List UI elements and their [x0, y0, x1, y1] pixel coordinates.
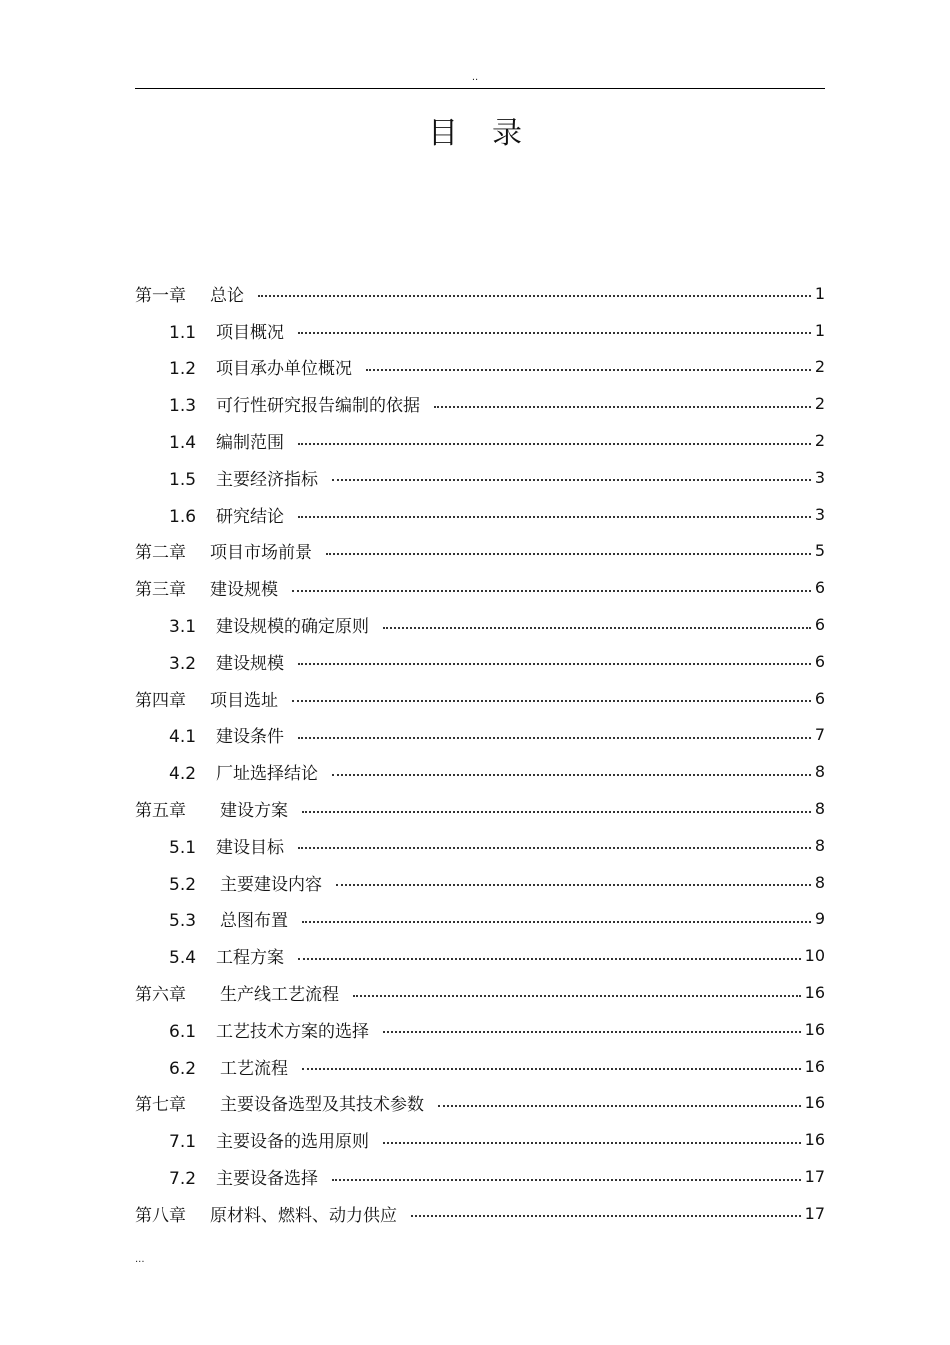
toc-entry-label — [135, 1201, 397, 1226]
toc-page-number: 8 — [814, 799, 825, 819]
toc-page-number: 1 — [814, 283, 825, 303]
toc-page-number: 8 — [814, 835, 825, 855]
toc-entry-number: 1.4 — [169, 433, 197, 454]
toc-entry-label — [135, 1090, 424, 1115]
toc-entry-label — [169, 318, 284, 343]
toc-entry-number: 第一章 — [135, 285, 186, 306]
toc-page-number: 6 — [814, 615, 825, 635]
toc-page-number: 6 — [814, 578, 825, 598]
toc-entry-text: 项目选址 — [210, 690, 278, 711]
toc-entry[interactable] — [135, 459, 825, 496]
toc-entry-label — [135, 281, 244, 306]
toc-page-number: 17 — [804, 1167, 825, 1187]
toc-entry-label — [169, 1054, 288, 1079]
toc-leader-dots — [332, 774, 811, 776]
toc-entry-label — [169, 722, 284, 747]
toc-leader-dots — [292, 700, 811, 702]
toc-entry-label — [169, 943, 284, 968]
toc-entry-text: 建设规模 — [216, 653, 285, 674]
toc-entry-number: 4.1 — [169, 727, 197, 748]
toc-entry-number: 1.2 — [169, 359, 197, 380]
toc-page-number: 17 — [804, 1203, 825, 1223]
toc-page-number: 2 — [814, 394, 825, 414]
toc-entry-number: 7.1 — [169, 1132, 197, 1153]
toc-entry[interactable] — [135, 643, 825, 680]
toc-entry[interactable] — [135, 901, 825, 938]
toc-leader-dots — [258, 295, 811, 297]
toc-entry-label — [169, 906, 288, 931]
header-mark: .. — [471, 72, 479, 83]
toc-leader-dots — [298, 663, 811, 665]
toc-page-number: 3 — [814, 504, 825, 524]
toc-entry-text: 建设目标 — [216, 837, 285, 858]
toc-entry[interactable] — [135, 827, 825, 864]
toc-leader-dots — [298, 332, 811, 334]
toc-leader-dots — [366, 369, 811, 371]
toc-page-number: 3 — [814, 467, 825, 487]
toc-leader-dots — [298, 516, 811, 518]
toc-entry-text: 建设规模 — [210, 580, 278, 601]
toc-entry-number: 1.5 — [169, 469, 197, 490]
toc-entry[interactable] — [135, 717, 825, 754]
toc-leader-dots — [302, 1068, 801, 1070]
toc-page-number: 6 — [814, 688, 825, 708]
toc-leader-dots — [438, 1105, 801, 1107]
toc-entry-number: 1.3 — [169, 396, 197, 417]
toc-entry-text: 原材料、燃料、动力供应 — [210, 1205, 397, 1226]
toc-leader-dots — [332, 1179, 801, 1181]
toc-entry[interactable] — [135, 496, 825, 533]
toc-entry[interactable] — [135, 1048, 825, 1085]
toc-entry[interactable] — [135, 422, 825, 459]
toc-entry[interactable] — [135, 680, 825, 717]
toc-entry-text: 建设规模的确定原则 — [216, 617, 370, 638]
toc-entry[interactable] — [135, 349, 825, 386]
toc-page-number: 2 — [814, 431, 825, 451]
toc-page-number: 16 — [804, 1056, 825, 1076]
toc-page-number: 6 — [814, 651, 825, 671]
toc-entry-text: 项目概况 — [216, 322, 285, 343]
toc-page-number: 16 — [804, 983, 825, 1003]
toc-page-number: 10 — [804, 946, 825, 966]
toc-entry[interactable] — [135, 864, 825, 901]
toc-entry-text: 工艺流程 — [220, 1058, 289, 1079]
toc-entry-text: 建设条件 — [216, 727, 285, 748]
toc-page-number: 8 — [814, 872, 825, 892]
toc-entry[interactable] — [135, 385, 825, 422]
title-char-2: 录 — [492, 116, 522, 151]
toc-entry-text: 可行性研究报告编制的依据 — [216, 396, 421, 417]
toc-entry-number: 第八章 — [135, 1205, 186, 1226]
toc-entry-label — [169, 612, 369, 637]
toc-entry-number: 7.2 — [169, 1169, 197, 1190]
toc-entry[interactable] — [135, 1121, 825, 1158]
toc-entry[interactable] — [135, 275, 825, 312]
toc-entry-label — [135, 980, 339, 1005]
toc-entry-text: 主要设备选择 — [216, 1169, 319, 1190]
toc-leader-dots — [383, 627, 811, 629]
footer-mark: ... — [135, 1254, 145, 1265]
toc-entry-label — [169, 354, 352, 379]
toc-page-number: 16 — [804, 1130, 825, 1150]
toc-entry-number: 第四章 — [135, 690, 186, 711]
toc-entry[interactable] — [135, 1011, 825, 1048]
toc-leader-dots — [298, 847, 811, 849]
toc-entry-text: 研究结论 — [216, 506, 285, 527]
toc-entry-label — [169, 428, 284, 453]
toc-entry[interactable] — [135, 1158, 825, 1195]
toc-leader-dots — [383, 1142, 801, 1144]
toc-entry-label — [169, 759, 318, 784]
toc-entry-number: 第六章 — [135, 985, 186, 1006]
toc-entry-number: 6.2 — [169, 1058, 197, 1079]
toc-entry-label — [135, 686, 278, 711]
toc-entry-number: 4.2 — [169, 764, 197, 785]
toc-entry-label — [169, 502, 284, 527]
toc-page-number: 2 — [814, 357, 825, 377]
toc-leader-dots — [292, 590, 811, 592]
toc-entry-label — [135, 575, 278, 600]
toc-entry-number: 5.1 — [169, 837, 197, 858]
toc-entry-number: 5.3 — [169, 911, 197, 932]
toc-leader-dots — [302, 811, 811, 813]
toc-page-number: 9 — [814, 909, 825, 929]
toc-entry[interactable] — [135, 1085, 825, 1122]
toc-entry-text: 工艺技术方案的选择 — [216, 1021, 370, 1042]
toc-leader-dots — [326, 553, 811, 555]
toc-entry-text: 主要设备的选用原则 — [216, 1132, 370, 1153]
toc-page-number: 7 — [814, 725, 825, 745]
toc-leader-dots — [411, 1215, 801, 1217]
toc-entry[interactable] — [135, 1195, 825, 1232]
toc-entry-text: 主要设备选型及其技术参数 — [220, 1095, 424, 1116]
toc-entry-text: 编制范围 — [216, 433, 285, 454]
toc-entry-number: 第五章 — [135, 801, 186, 822]
table-of-contents — [135, 275, 825, 1232]
page-title — [0, 112, 950, 156]
toc-entry-text: 工程方案 — [216, 948, 285, 969]
toc-entry-number: 1.1 — [169, 322, 197, 343]
toc-leader-dots — [383, 1031, 801, 1033]
toc-entry-text: 项目承办单位概况 — [216, 359, 353, 380]
toc-page-number: 16 — [804, 1093, 825, 1113]
toc-page-number: 1 — [814, 320, 825, 340]
toc-entry[interactable] — [135, 790, 825, 827]
toc-page-number: 5 — [814, 541, 825, 561]
toc-entry[interactable] — [135, 569, 825, 606]
toc-entry-number: 第二章 — [135, 543, 186, 564]
toc-entry-label — [169, 1164, 318, 1189]
toc-entry-number: 第三章 — [135, 580, 186, 601]
toc-entry[interactable] — [135, 312, 825, 349]
toc-entry[interactable] — [135, 753, 825, 790]
toc-entry-text: 主要建设内容 — [220, 874, 323, 895]
toc-leader-dots — [353, 995, 801, 997]
toc-page-number: 8 — [814, 762, 825, 782]
toc-entry-text: 总图布置 — [220, 911, 289, 932]
title-char-1: 目 — [428, 116, 458, 151]
toc-entry-text: 主要经济指标 — [216, 469, 319, 490]
toc-entry-label — [169, 649, 284, 674]
toc-entry-number: 3.2 — [169, 653, 197, 674]
toc-entry-number: 6.1 — [169, 1021, 197, 1042]
toc-entry-text: 总论 — [210, 285, 244, 306]
toc-leader-dots — [298, 443, 811, 445]
toc-entry-label — [169, 870, 322, 895]
toc-entry[interactable] — [135, 974, 825, 1011]
toc-entry-label — [169, 1127, 369, 1152]
toc-entry[interactable] — [135, 937, 825, 974]
toc-leader-dots — [298, 958, 801, 960]
toc-entry-text: 生产线工艺流程 — [220, 985, 339, 1006]
toc-entry-label — [169, 391, 420, 416]
toc-entry[interactable] — [135, 533, 825, 570]
header-rule — [135, 88, 825, 89]
toc-leader-dots — [332, 479, 811, 481]
toc-leader-dots — [302, 921, 811, 923]
toc-entry[interactable] — [135, 606, 825, 643]
toc-entry-number: 第七章 — [135, 1095, 186, 1116]
toc-entry-text: 厂址选择结论 — [216, 764, 319, 785]
toc-entry-number: 1.6 — [169, 506, 197, 527]
toc-entry-label — [135, 538, 312, 563]
toc-leader-dots — [434, 406, 811, 408]
toc-entry-label — [169, 833, 284, 858]
toc-leader-dots — [336, 884, 811, 886]
toc-entry-text: 项目市场前景 — [210, 543, 312, 564]
toc-entry-label — [169, 465, 318, 490]
toc-entry-number: 5.4 — [169, 948, 197, 969]
toc-leader-dots — [298, 737, 811, 739]
toc-entry-text: 建设方案 — [220, 801, 288, 822]
toc-entry-label — [169, 1017, 369, 1042]
toc-entry-number: 5.2 — [169, 874, 197, 895]
toc-entry-label — [135, 796, 288, 821]
toc-page-number: 16 — [804, 1019, 825, 1039]
toc-entry-number: 3.1 — [169, 617, 197, 638]
